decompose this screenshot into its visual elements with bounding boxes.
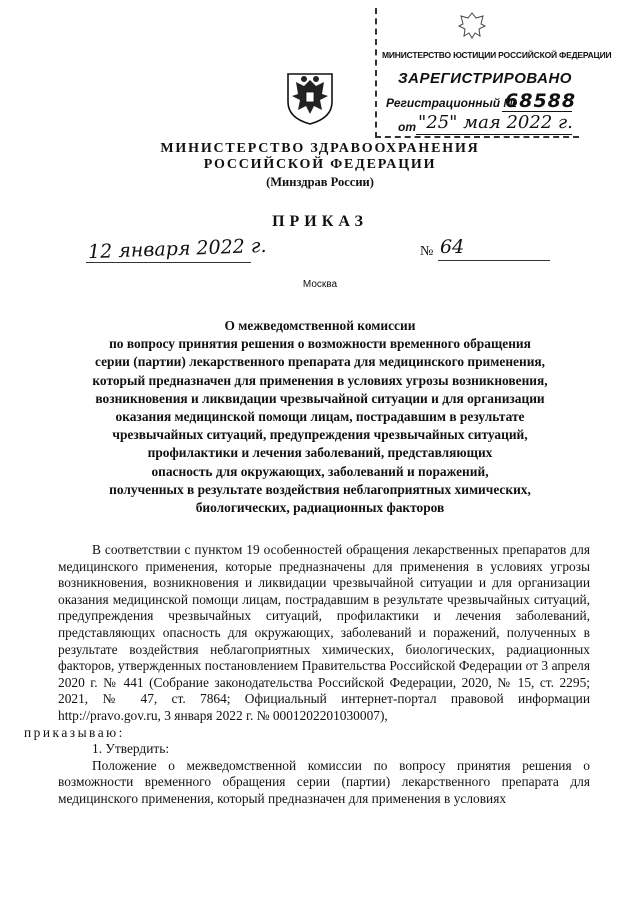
order-number: 64 bbox=[440, 236, 465, 258]
title-line: профилактики и лечения заболеваний, представляющих bbox=[147, 445, 493, 461]
stamp-date: "25" мая 2022 г. bbox=[418, 112, 573, 133]
stamp-ministry: МИНИСТЕРСТВО ЮСТИЦИИ РОССИЙСКОЙ ФЕДЕРАЦИИ bbox=[382, 50, 612, 60]
stamp-registered-label: ЗАРЕГИСТРИРОВАНО bbox=[398, 70, 572, 87]
body-item-1: 1. Утвердить: bbox=[92, 741, 170, 757]
title-line: полученных в результате воздействия неблагоприятных химических, bbox=[109, 481, 531, 497]
body-paragraph-regulation: Положение о межведомственной комиссии по вопросу принятия решения о возможности временного обращения серии (партии) лекарственного препарата для медицинского применения, который предназначен для применения в условиях bbox=[58, 757, 590, 806]
order-date: 12 января 2022 г. bbox=[87, 234, 267, 264]
order-city: Москва bbox=[302, 279, 338, 290]
order-date-underline bbox=[86, 262, 251, 263]
title-line: который предназначен для применения в условиях угрозы возникновения, bbox=[92, 372, 548, 388]
title-line: серии (партии) лекарственного препарата для медицинского применения, bbox=[94, 354, 546, 370]
stamp-date-underline bbox=[416, 134, 572, 135]
command-word: приказываю: bbox=[24, 724, 125, 740]
body-paragraph-preamble bbox=[24, 542, 590, 741]
stamp-emblem-icon bbox=[456, 10, 488, 40]
state-emblem-icon bbox=[284, 68, 336, 126]
title-line: чрезвычайных ситуаций, предупреждения чрезвычайных ситуаций, bbox=[112, 427, 528, 443]
stamp-registration-label: Регистрационный № bbox=[386, 96, 518, 110]
stamp-registration-number: 68588 bbox=[505, 90, 577, 112]
title-line: биологических, радиационных факторов bbox=[195, 500, 445, 516]
title-line: по вопросу принятия решения о возможности временного обращения bbox=[109, 336, 531, 352]
title-line: опасность для окружающих, заболеваний и поражений, bbox=[151, 463, 489, 479]
order-number-sign: № bbox=[420, 244, 434, 259]
stamp-from-label: от bbox=[398, 120, 416, 134]
order-number-underline bbox=[438, 260, 550, 261]
order-title bbox=[40, 317, 600, 517]
order-body bbox=[24, 542, 590, 808]
ministry-name-line1: МИНИСТЕРСТВО ЗДРАВООХРАНЕНИЯ bbox=[160, 141, 480, 156]
preamble-text: В соответствии с пунктом 19 особенностей обращения лекарственных препаратов для медицинского применения, которые предназначены для применения в условиях угрозы возникновения, возникновения и ликвидации чрезвычайной ситуации и для организации оказания медицинской помощи лицам, пострадавшим в результате чрезвычайных ситуаций, предупреждения чрезвычайных ситуаций, профилактики и лечения заболеваний, представляющих опасность для окружающих, заболеваний и поражений, полученных в результате воздействия неблагоприятных химических, биологических, радиационных факторов, утвержденных постановлением Правительства Российской Федерации от 3 апреля 2020 г. № 441 (Собрание законодательства Российской Федерации, 2020, № 15, ст. 2295; 2021, № 47, ст. 7864; Официальный интернет-портал правовой информации http://pravo.gov.ru, 3 января 2022 г. № 0001202201030007), bbox=[58, 542, 590, 723]
ministry-short-name: (Минздрав России) bbox=[266, 175, 374, 189]
ministry-name-line2: РОССИЙСКОЙ ФЕДЕРАЦИИ bbox=[203, 157, 437, 172]
document-type: ПРИКАЗ bbox=[272, 213, 368, 230]
title-line: возникновения и ликвидации чрезвычайной ситуации и для организации bbox=[95, 390, 545, 406]
title-line: оказания медицинской помощи лицам, пострадавшим в результате bbox=[115, 409, 525, 425]
title-line: О межведомственной комиссии bbox=[224, 318, 416, 333]
